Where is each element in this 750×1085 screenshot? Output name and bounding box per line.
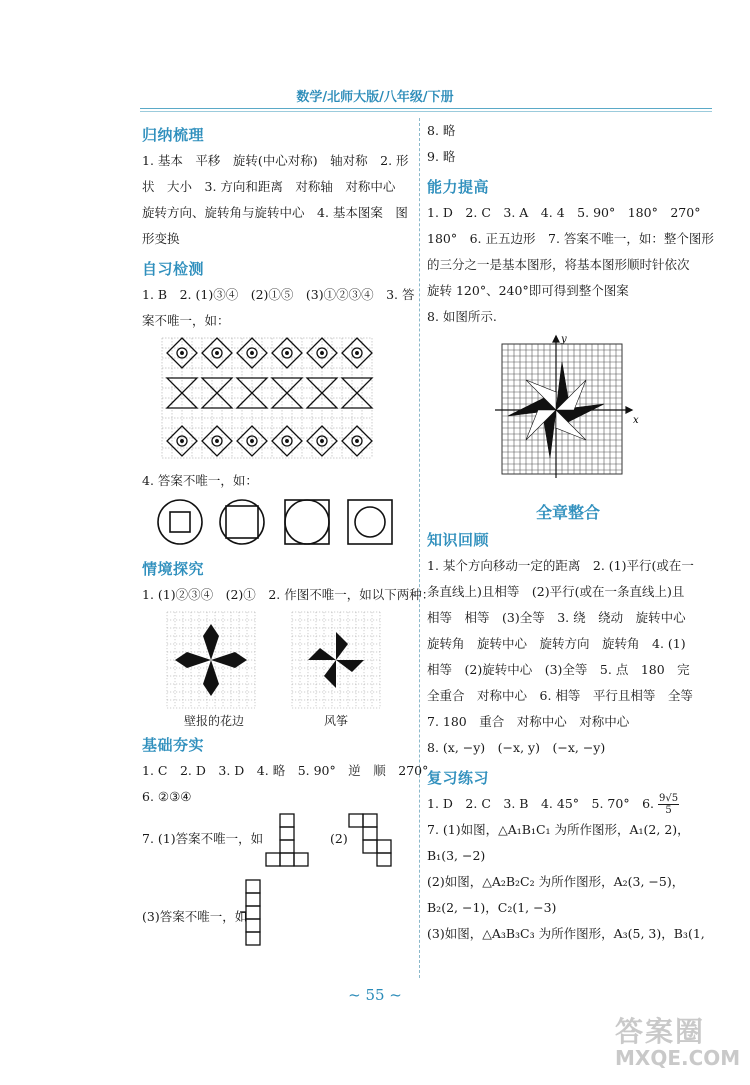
- self-check-line-4: 4. 答案不唯一，如：: [142, 473, 258, 488]
- fraction-denominator: 5: [665, 805, 672, 816]
- kite-pinwheel-shape: [308, 632, 364, 688]
- review-line-6: 全重合 对称中心 6. 相等 平行且相等 全等: [427, 688, 693, 703]
- review-line-7: 7. 180 重合 对称中心 对称中心: [427, 714, 630, 729]
- improve-line-2: 180° 6. 正五边形 7. 答案不唯一，如：整个图形: [427, 231, 714, 246]
- answer-8-line: 8. 略: [427, 123, 456, 138]
- fraction-answer: [658, 793, 679, 816]
- section-title-self-check: 自习检测: [142, 260, 205, 278]
- summary-line-2: 状 大小 3. 方向和距离 对称轴 对称中心: [142, 179, 396, 194]
- practice-line-1-text: 1. D 2. C 3. B 4. 45° 5. 70° 6.: [427, 796, 655, 811]
- q7-net-figure-2: [347, 812, 409, 868]
- explore-line-1: 1. (1)②③④ (2)① 2. 作图不唯一，如以下两种：: [142, 587, 435, 602]
- border-pattern-figure: [142, 336, 412, 464]
- q7-net-figure-3: [238, 878, 268, 950]
- caption-kite: 风筝: [324, 714, 349, 728]
- section-title-summary: 归纳梳理: [142, 126, 205, 144]
- practice-line-6: (3)如图，△A₃B₃C₃ 为所作图形，A₃(5, 3)，B₃(1,: [427, 926, 705, 941]
- q7-figures: [142, 812, 412, 952]
- star-coordinate-plot: [427, 332, 707, 480]
- review-line-4: 旋转角 旋转中心 旋转方向 旋转角 4. (1): [427, 636, 686, 651]
- review-line-2: 条直线上)且相等 (2)平行(或在一条直线上)且: [427, 584, 685, 599]
- top-diamond-row: [167, 338, 372, 368]
- chapter-summary-title: 全章整合: [535, 503, 600, 522]
- improve-line-1: 1. D 2. C 3. A 4. 4 5. 90° 180° 270°: [427, 205, 701, 220]
- figure-circle-small-square: [158, 500, 202, 544]
- section-title-explore: 情境探究: [142, 560, 205, 578]
- section-title-review: 知识回顾: [427, 531, 490, 549]
- foundation-line-2: 6. ②③④: [142, 789, 192, 804]
- q7-part2-text: (2): [330, 831, 348, 846]
- watermark: [615, 1010, 745, 1070]
- header-rule-thin: [140, 111, 712, 112]
- summary-line-1: 1. 基本 平移 旋转(中心对称) 轴对称 2. 形: [142, 153, 409, 168]
- wall-border-flower-shape: [175, 624, 247, 696]
- x-axis-label: x: [633, 415, 639, 426]
- practice-line-4: (2)如图，△A₂B₂C₂ 为所作图形，A₂(3, −5)，: [427, 874, 685, 889]
- improve-line-3: 的三分之一是基本图形，将基本图形顺时针依次: [427, 257, 690, 272]
- review-line-1: 1. 某个方向移动一定的距离 2. (1)平行(或在一: [427, 558, 694, 573]
- figure-square-small-circle: [348, 500, 392, 544]
- improve-line-4: 旋转 120°、240°即可得到整个图案: [427, 283, 629, 298]
- summary-line-4: 形变换: [142, 231, 180, 246]
- header-rule: [140, 108, 712, 109]
- star-coordinate-figure: [427, 332, 709, 482]
- watermark-main: 答案圈: [615, 1015, 706, 1048]
- page-number: ~ 55 ~: [348, 986, 402, 1004]
- watermark-sub: MXQE.COM: [615, 1046, 741, 1070]
- middle-zigzag-row: [167, 378, 372, 408]
- explore-figures: [142, 610, 412, 728]
- self-check-line-1: 1. B 2. (1)③④ (2)①⑤ (3)①②③④ 3. 答: [142, 287, 415, 302]
- explore-grids: [142, 610, 397, 710]
- section-title-practice: 复习练习: [427, 769, 490, 787]
- review-line-3: 相等 相等 (3)全等 3. 绕 绕动 旋转中心: [427, 610, 686, 625]
- fraction-numerator: 9√5: [659, 793, 679, 804]
- q7-net-figure-1: [260, 812, 320, 868]
- circle-square-row: [142, 496, 397, 548]
- summary-line-3: 旋转方向、旋转角与旋转中心 4. 基本图案 图: [142, 205, 408, 220]
- practice-line-5: B₂(2, −1)，C₂(1, −3): [427, 900, 557, 915]
- review-line-5: 相等 (2)旋转中心 (3)全等 5. 点 180 完: [427, 662, 690, 677]
- bottom-diamond-row: [167, 426, 372, 456]
- y-axis-label: y: [561, 334, 567, 345]
- practice-line-1: [427, 791, 709, 817]
- circle-square-figures: [142, 496, 412, 552]
- answer-9-line: 9. 略: [427, 149, 456, 164]
- practice-line-2: 7. (1)如图，△A₁B₁C₁ 为所作图形，A₁(2, 2)，: [427, 822, 690, 837]
- foundation-line-1: 1. C 2. D 3. D 4. 略 5. 90° 逆 顺 270°: [142, 763, 429, 778]
- q7-part3-text: (3)答案不唯一，如: [142, 909, 248, 924]
- figure-circle-inscribed-square: [220, 500, 264, 544]
- left-column: [142, 118, 435, 956]
- q7-part1-text: 7. (1)答案不唯一，如: [142, 831, 264, 846]
- right-column: [427, 118, 714, 947]
- improve-line-5: 8. 如图所示.: [427, 309, 497, 324]
- self-check-line-2: 案不唯一，如：: [142, 313, 230, 328]
- section-title-improve: 能力提高: [427, 178, 490, 196]
- practice-line-3: B₁(3, −2): [427, 848, 486, 863]
- column-divider: [419, 118, 420, 978]
- figure-square-inscribed-circle: [285, 500, 329, 544]
- border-pattern-grid: [142, 336, 387, 460]
- review-line-8: 8. (x, −y) (−x, y) (−x, −y): [427, 740, 606, 755]
- running-header: 数学/北师大版/八年级/下册: [296, 90, 454, 105]
- caption-wall-border: 壁报的花边: [184, 714, 245, 728]
- section-title-foundation: 基础夯实: [142, 736, 205, 754]
